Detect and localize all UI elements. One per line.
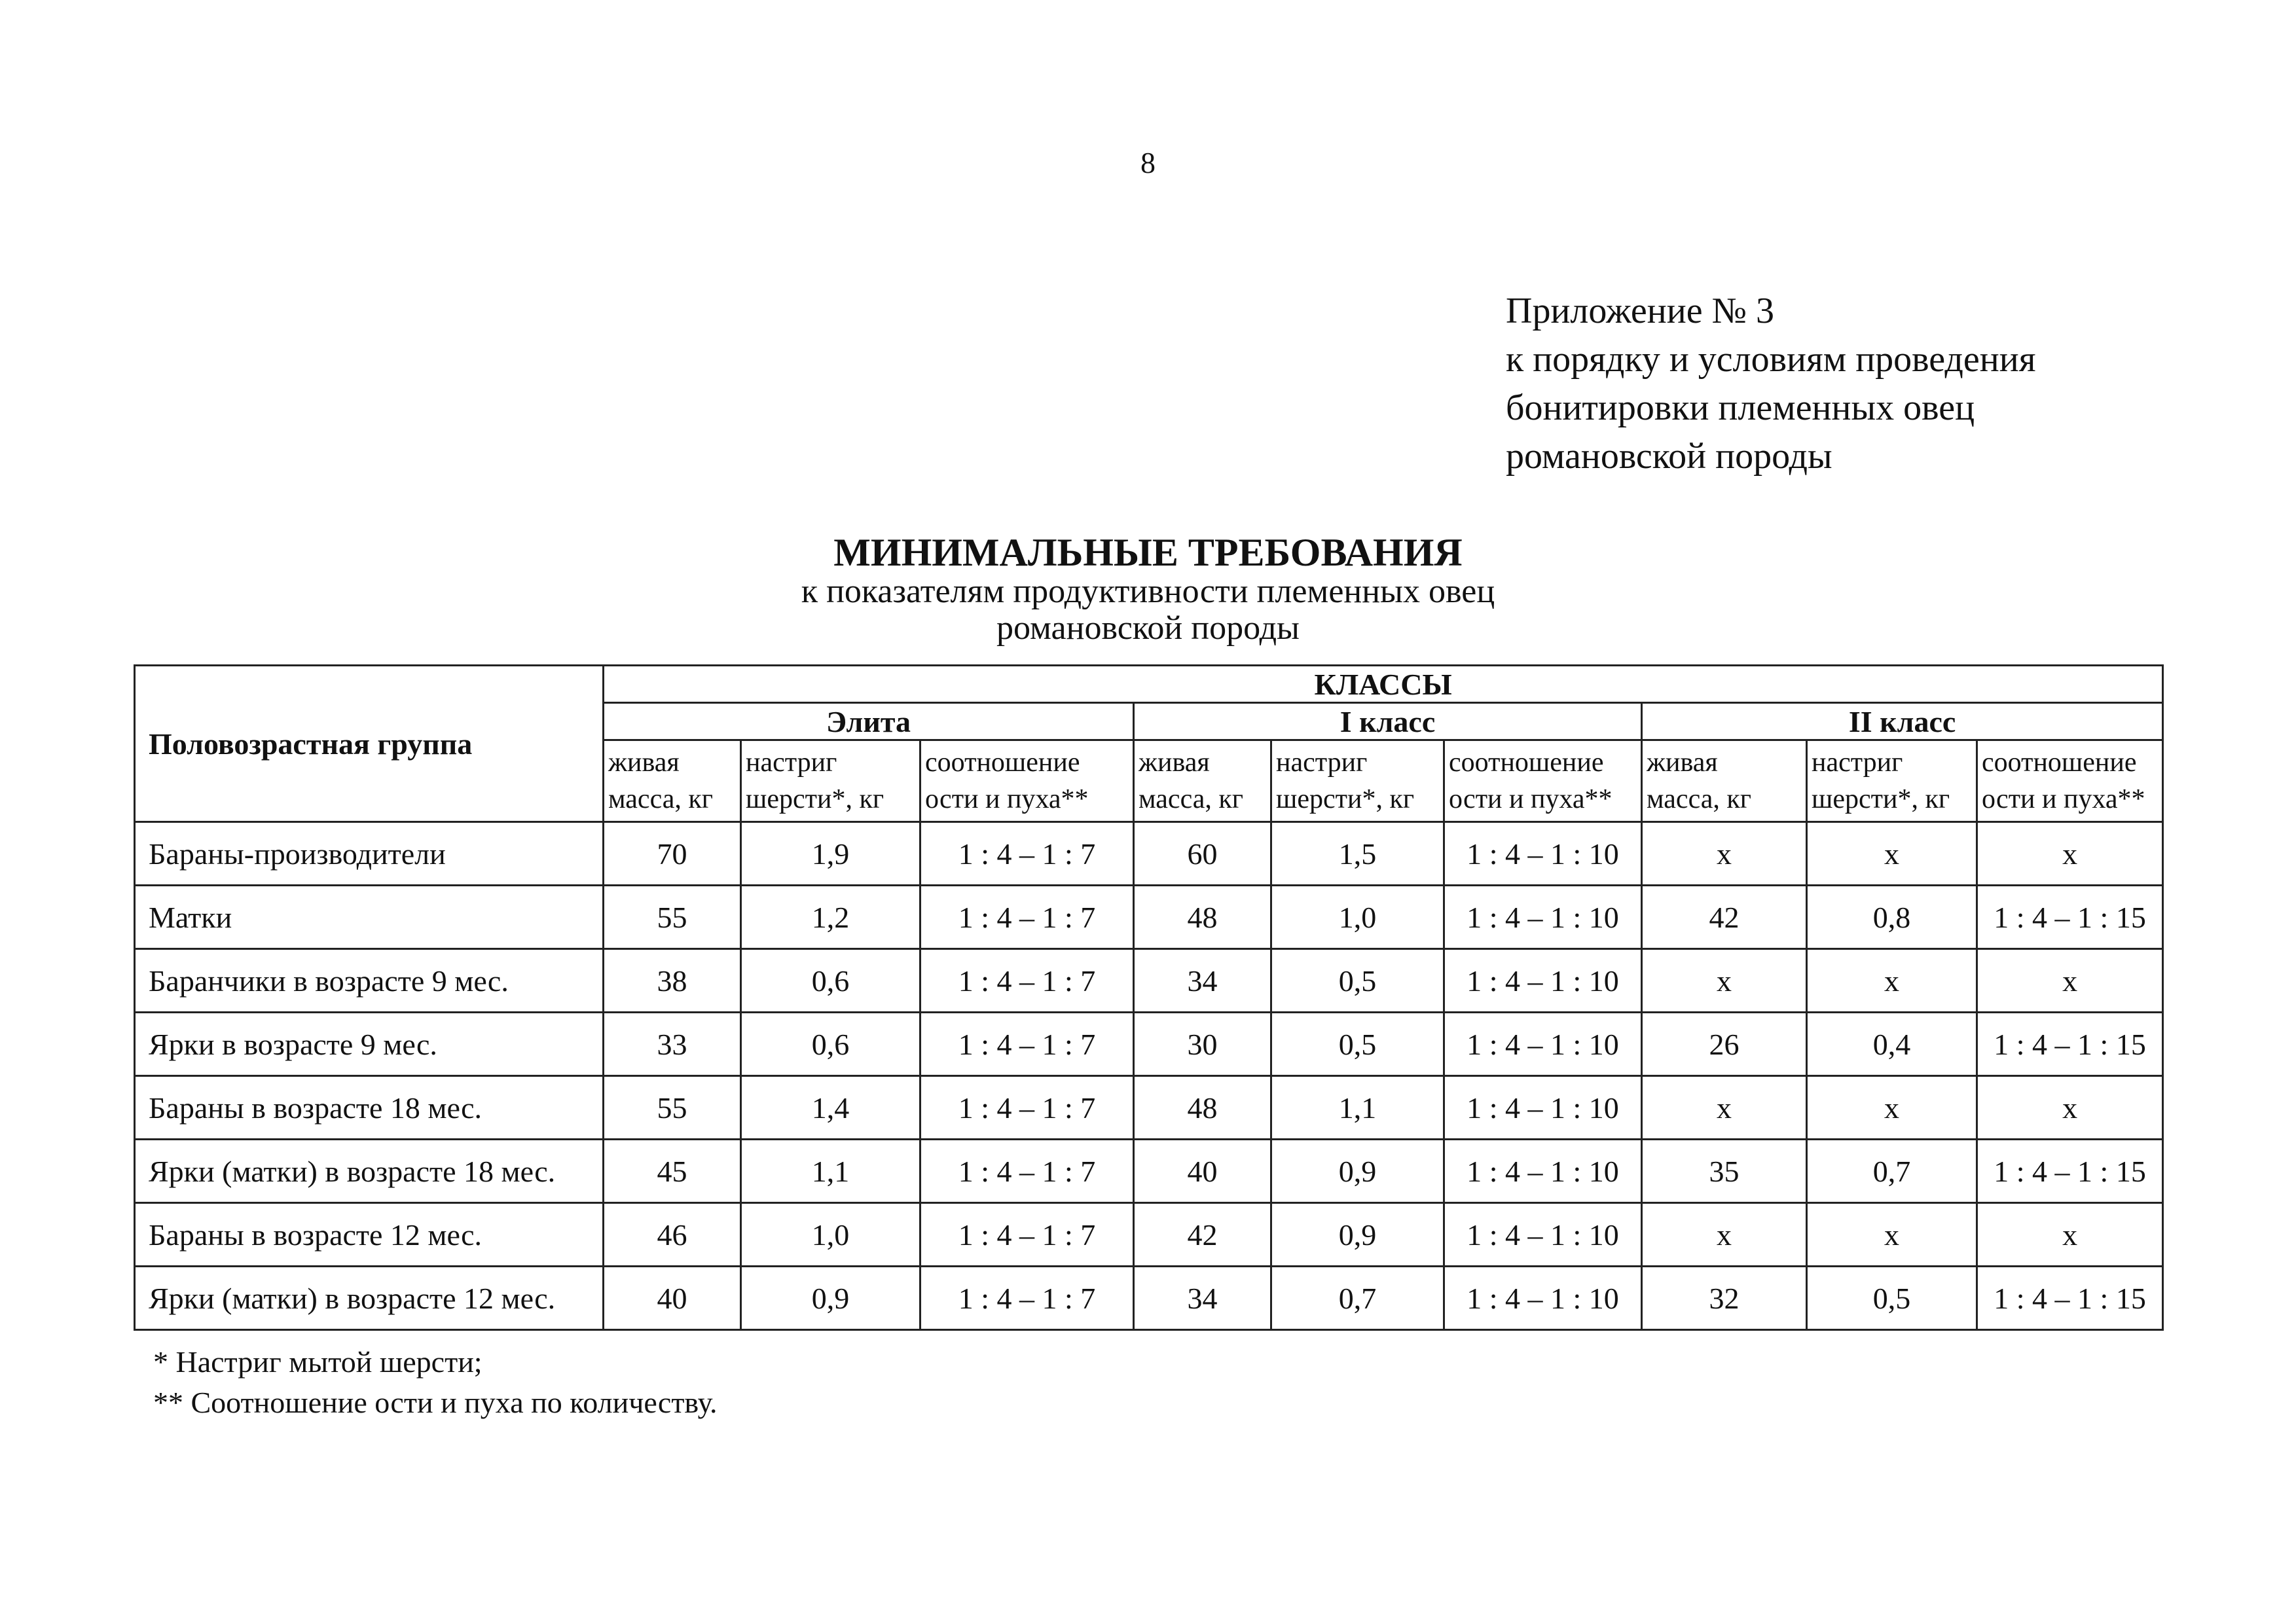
table-cell: 1,2 bbox=[741, 886, 920, 949]
table-cell: 1 : 4 – 1 : 10 bbox=[1444, 1140, 1642, 1203]
appendix-line: к порядку и условиям проведения bbox=[1506, 339, 2036, 380]
row-label: Ярки (матки) в возрасте 18 мес. bbox=[135, 1140, 604, 1203]
table-cell: 42 bbox=[1642, 886, 1807, 949]
row-label: Бараны в возрасте 18 мес. bbox=[135, 1076, 604, 1140]
table-row bbox=[135, 1267, 2163, 1330]
table-cell: 1 : 4 – 1 : 15 bbox=[1977, 1140, 2163, 1203]
table-cell: 70 bbox=[604, 822, 741, 886]
table-cell: 40 bbox=[1134, 1140, 1271, 1203]
table-cell: 1 : 4 – 1 : 10 bbox=[1444, 1013, 1642, 1076]
title-subtitle: романовской породы bbox=[996, 609, 1300, 647]
table-cell: х bbox=[1977, 1203, 2163, 1267]
row-label: Ярки в возрасте 9 мес. bbox=[135, 1013, 604, 1076]
table-cell: 1,0 bbox=[1271, 886, 1444, 949]
column-header: настриг шерсти*, кг bbox=[1807, 740, 1977, 822]
row-label: Ярки (матки) в возрасте 12 мес. bbox=[135, 1267, 604, 1330]
table-cell: 1 : 4 – 1 : 10 bbox=[1444, 822, 1642, 886]
table-cell: 34 bbox=[1134, 949, 1271, 1013]
appendix-line: романовской породы bbox=[1506, 436, 1832, 477]
column-header: соотношение ости и пуха** bbox=[1444, 740, 1642, 822]
table-cell: 46 bbox=[604, 1203, 741, 1267]
class-header-second: II класс bbox=[1642, 703, 2163, 740]
table-row bbox=[135, 1013, 2163, 1076]
table-cell: х bbox=[1977, 1076, 2163, 1140]
table-cell: 1 : 4 – 1 : 15 bbox=[1977, 886, 2163, 949]
table-cell: 1 : 4 – 1 : 15 bbox=[1977, 1013, 2163, 1076]
table-cell: 48 bbox=[1134, 1076, 1271, 1140]
table-cell: 42 bbox=[1134, 1203, 1271, 1267]
table-cell: 1 : 4 – 1 : 7 bbox=[920, 1203, 1134, 1267]
table-row bbox=[135, 1076, 2163, 1140]
column-header: соотношение ости и пуха** bbox=[920, 740, 1134, 822]
class-header-first: I класс bbox=[1134, 703, 1642, 740]
table-cell: 35 bbox=[1642, 1140, 1807, 1203]
table-cell: 0,5 bbox=[1271, 1013, 1444, 1076]
table-cell: 55 bbox=[604, 886, 741, 949]
column-header: настриг шерсти*, кг bbox=[1271, 740, 1444, 822]
table-cell: х bbox=[1642, 1203, 1807, 1267]
page-number: 8 bbox=[1140, 146, 1156, 179]
table-cell: 1 : 4 – 1 : 7 bbox=[920, 886, 1134, 949]
table-cell: 38 bbox=[604, 949, 741, 1013]
table-cell: 1 : 4 – 1 : 10 bbox=[1444, 949, 1642, 1013]
title-subtitle: к показателям продуктивности племенных овец bbox=[801, 573, 1495, 610]
row-label: Матки bbox=[135, 886, 604, 949]
table-cell: 1 : 4 – 1 : 7 bbox=[920, 1140, 1134, 1203]
table-cell: 0,6 bbox=[741, 1013, 920, 1076]
appendix-block bbox=[1506, 287, 2035, 480]
table-cell: 0,9 bbox=[741, 1267, 920, 1330]
table-cell: 1 : 4 – 1 : 7 bbox=[920, 1013, 1134, 1076]
table-cell: 33 bbox=[604, 1013, 741, 1076]
table-cell: 1,5 bbox=[1271, 822, 1444, 886]
table-cell: 45 bbox=[604, 1140, 741, 1203]
column-header: соотношение ости и пуха** bbox=[1977, 740, 2163, 822]
table-cell: 30 bbox=[1134, 1013, 1271, 1076]
group-column-header: Половозрастная группа bbox=[135, 666, 604, 822]
row-label: Бараны-производители bbox=[135, 822, 604, 886]
table-cell: 0,6 bbox=[741, 949, 920, 1013]
table-cell: х bbox=[1977, 949, 2163, 1013]
table-cell: 48 bbox=[1134, 886, 1271, 949]
row-label: Баранчики в возрасте 9 мес. bbox=[135, 949, 604, 1013]
table-cell: х bbox=[1642, 1076, 1807, 1140]
title-main: МИНИМАЛЬНЫЕ ТРЕБОВАНИЯ bbox=[833, 531, 1463, 574]
table-cell: 1 : 4 – 1 : 7 bbox=[920, 1267, 1134, 1330]
table-cell: 1 : 4 – 1 : 10 bbox=[1444, 1267, 1642, 1330]
column-header: живая масса, кг bbox=[1642, 740, 1807, 822]
footnote: ** Соотношение ости и пуха по количеству. bbox=[153, 1386, 718, 1419]
table-cell: 1,4 bbox=[741, 1076, 920, 1140]
table-cell: х bbox=[1642, 949, 1807, 1013]
column-header: живая масса, кг bbox=[1134, 740, 1271, 822]
table-cell: 1,0 bbox=[741, 1203, 920, 1267]
table-cell: 0,5 bbox=[1271, 949, 1444, 1013]
table-header-row bbox=[135, 666, 2163, 703]
appendix-line: Приложение № 3 bbox=[1506, 291, 1774, 331]
table-cell: 60 bbox=[1134, 822, 1271, 886]
table-cell: 0,5 bbox=[1807, 1267, 1977, 1330]
table-cell: х bbox=[1807, 822, 1977, 886]
table-cell: 1 : 4 – 1 : 7 bbox=[920, 822, 1134, 886]
table-cell: 0,9 bbox=[1271, 1203, 1444, 1267]
table-cell: 1 : 4 – 1 : 10 bbox=[1444, 1076, 1642, 1140]
table-cell: 0,7 bbox=[1271, 1267, 1444, 1330]
class-header-elite: Элита bbox=[604, 703, 1134, 740]
table-cell: 1,9 bbox=[741, 822, 920, 886]
document-title bbox=[0, 532, 2296, 647]
row-label: Бараны в возрасте 12 мес. bbox=[135, 1203, 604, 1267]
table-cell: 1,1 bbox=[741, 1140, 920, 1203]
table-cell: 0,7 bbox=[1807, 1140, 1977, 1203]
table-cell: 0,9 bbox=[1271, 1140, 1444, 1203]
table-cell: 26 bbox=[1642, 1013, 1807, 1076]
table-cell: 0,8 bbox=[1807, 886, 1977, 949]
table-row bbox=[135, 886, 2163, 949]
table-cell: х bbox=[1807, 1203, 1977, 1267]
column-header: живая масса, кг bbox=[604, 740, 741, 822]
classes-header: КЛАССЫ bbox=[604, 666, 2163, 703]
table-cell: 1 : 4 – 1 : 15 bbox=[1977, 1267, 2163, 1330]
table-row bbox=[135, 1203, 2163, 1267]
table-row bbox=[135, 1140, 2163, 1203]
footnotes bbox=[153, 1342, 717, 1423]
table-row bbox=[135, 949, 2163, 1013]
table-cell: 1,1 bbox=[1271, 1076, 1444, 1140]
table-cell: 0,4 bbox=[1807, 1013, 1977, 1076]
table-cell: х bbox=[1807, 1076, 1977, 1140]
footnote: * Настриг мытой шерсти; bbox=[153, 1345, 483, 1379]
table-body bbox=[135, 822, 2163, 1330]
table-cell: 1 : 4 – 1 : 7 bbox=[920, 949, 1134, 1013]
table-cell: х bbox=[1807, 949, 1977, 1013]
table-cell: 1 : 4 – 1 : 10 bbox=[1444, 1203, 1642, 1267]
table-cell: 55 bbox=[604, 1076, 741, 1140]
table-cell: 1 : 4 – 1 : 7 bbox=[920, 1076, 1134, 1140]
table-cell: 32 bbox=[1642, 1267, 1807, 1330]
appendix-line: бонитировки племенных овец bbox=[1506, 388, 1975, 428]
requirements-table bbox=[134, 664, 2164, 1331]
column-header: настриг шерсти*, кг bbox=[741, 740, 920, 822]
table-cell: х bbox=[1642, 822, 1807, 886]
table-row bbox=[135, 822, 2163, 886]
table-cell: 40 bbox=[604, 1267, 741, 1330]
table-cell: 34 bbox=[1134, 1267, 1271, 1330]
table-cell: х bbox=[1977, 822, 2163, 886]
table-cell: 1 : 4 – 1 : 10 bbox=[1444, 886, 1642, 949]
